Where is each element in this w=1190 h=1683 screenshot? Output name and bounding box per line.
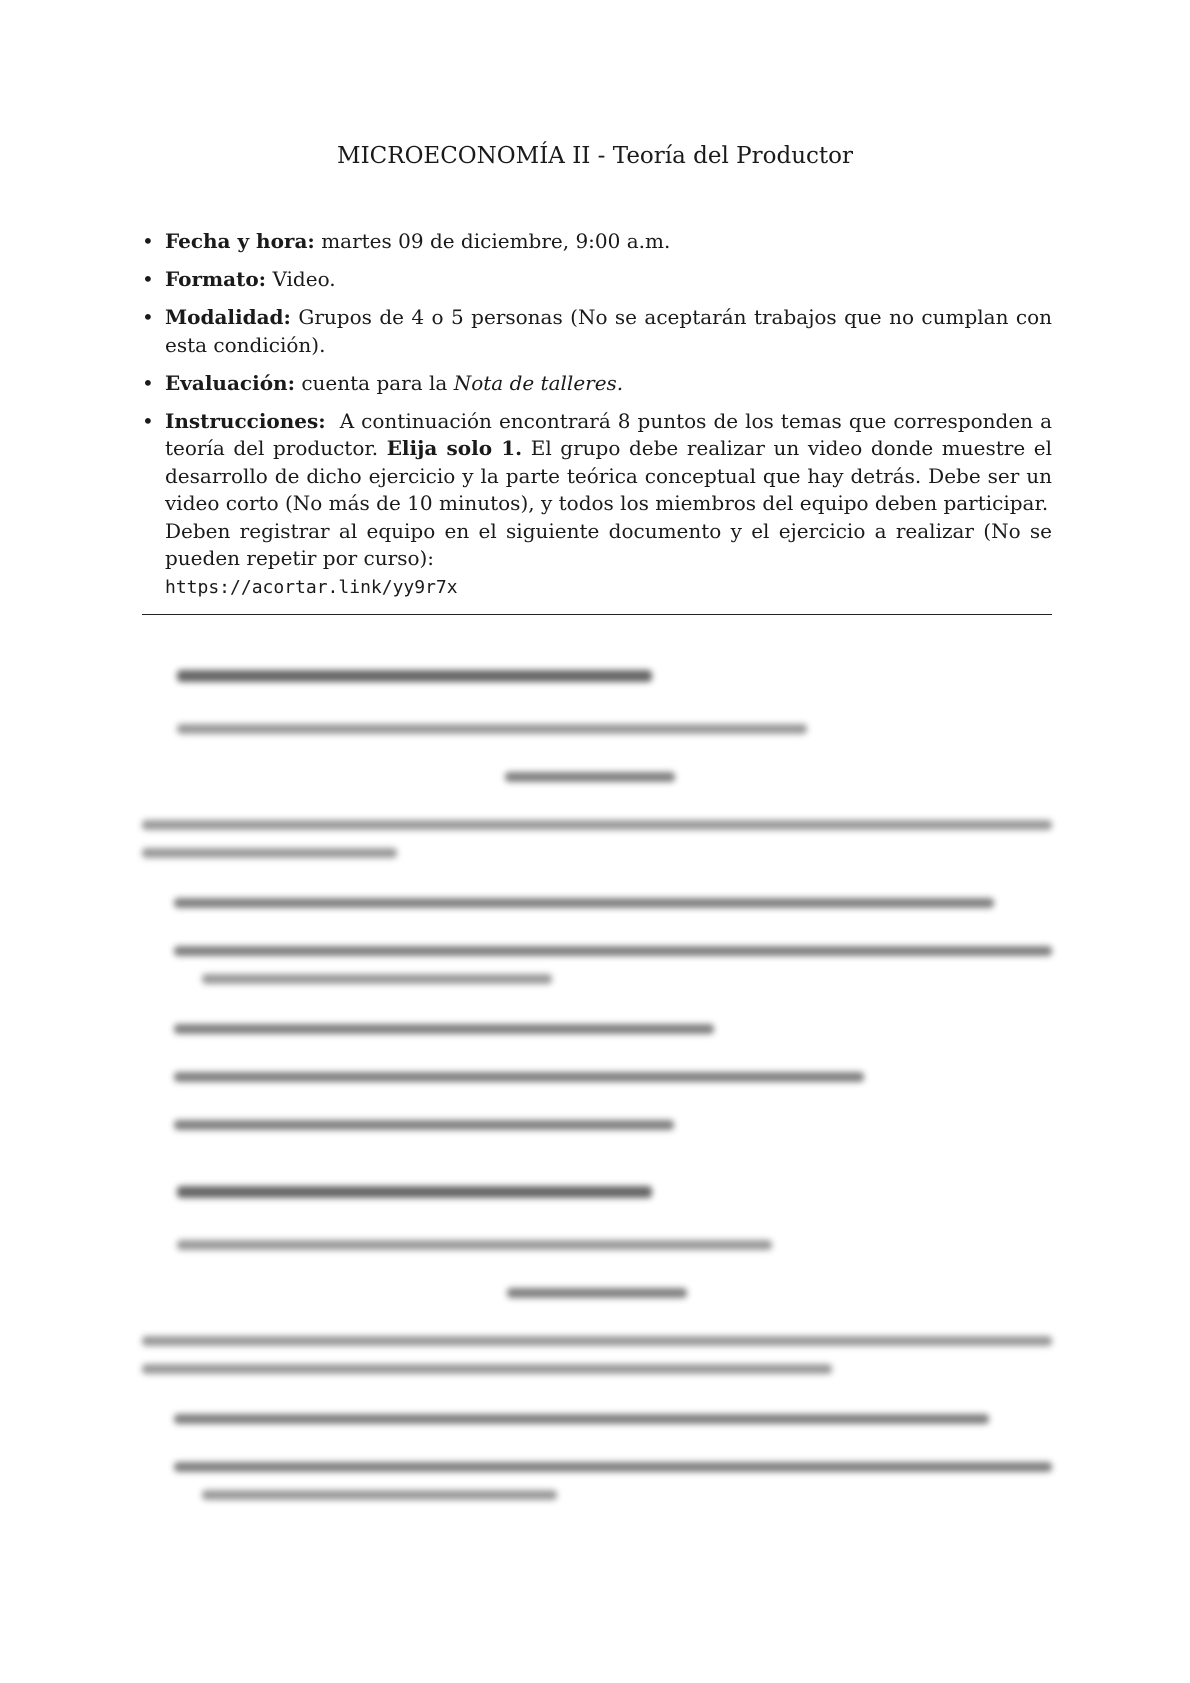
registro-text: Deben registrar al equipo en el siguiente documento y el ejercicio a realizar (No se pueden repetir por curso): [165,518,1052,570]
blurred-line-bar [142,1336,1052,1346]
blurred-formula-bar [505,772,675,782]
bullet-icon: • [142,408,154,433]
instrucciones-bold: Elija solo 1. [386,436,523,460]
blurred-item-bar [174,1414,989,1424]
bullet-icon: • [142,305,154,329]
bullet-icon: • [142,370,154,395]
bullet-icon: • [142,267,154,291]
evaluacion-value: cuenta para la [301,370,448,395]
list-item-modalidad [142,304,1052,359]
horizontal-rule [142,614,1052,615]
blurred-item-bar [174,1072,864,1082]
blurred-heading-bar [177,1186,652,1198]
page-title: MICROECONOMÍA II - Teoría del Productor [337,143,853,169]
registro-link[interactable]: https://acortar.link/yy9r7x [165,576,458,598]
blurred-item-bar [174,1120,674,1130]
blurred-item-bar [174,1462,1052,1472]
list-item-evaluacion [142,370,1052,398]
modalidad-label: Modalidad: [165,305,291,329]
blurred-line-bar [142,820,1052,830]
blurred-item-bar [174,1024,714,1034]
blurred-line-bar [177,1240,772,1250]
modalidad-value: Grupos de 4 o 5 personas (No se aceptarán trabajos que no cumplan con esta condición). [165,305,1053,357]
fecha-value: martes 09 de diciembre, 9:00 a.m. [321,229,671,253]
list-item-formato [142,266,1052,294]
blurred-item-bar [202,974,552,984]
blurred-line-bar [142,848,397,858]
list-item-instrucciones [142,408,1052,602]
evaluacion-label: Evaluación: [165,370,295,395]
blurred-formula-bar [507,1288,687,1298]
blurred-item-bar [174,946,1052,956]
instrucciones-text-1: A continuación encontrará 8 puntos de los temas que corresponden a teoría del productor. [165,408,1053,460]
blurred-item-bar [174,898,994,908]
blurred-line-bar [177,724,807,734]
blurred-item-bar [202,1490,557,1500]
evaluacion-value-italic: Nota de talleres. [453,370,624,395]
instrucciones-label: Instrucciones: [165,408,326,433]
list-item-fecha [142,228,1052,256]
info-list [142,228,1052,612]
blurred-line-bar [142,1364,832,1374]
instrucciones-text-2: El grupo debe realizar un video donde muestre el desarrollo de dicho ejercicio y la parte teórica conceptual que hay detrás. Debe ser un video corto (No más de 10 minutos), y todos los miembros del equipo deben participar. [165,436,1053,515]
bullet-icon: • [142,229,154,253]
fecha-label: Fecha y hora: [165,229,315,253]
blurred-heading-bar [177,670,652,682]
formato-label: Formato: [165,267,267,291]
formato-value: Video. [272,267,336,291]
